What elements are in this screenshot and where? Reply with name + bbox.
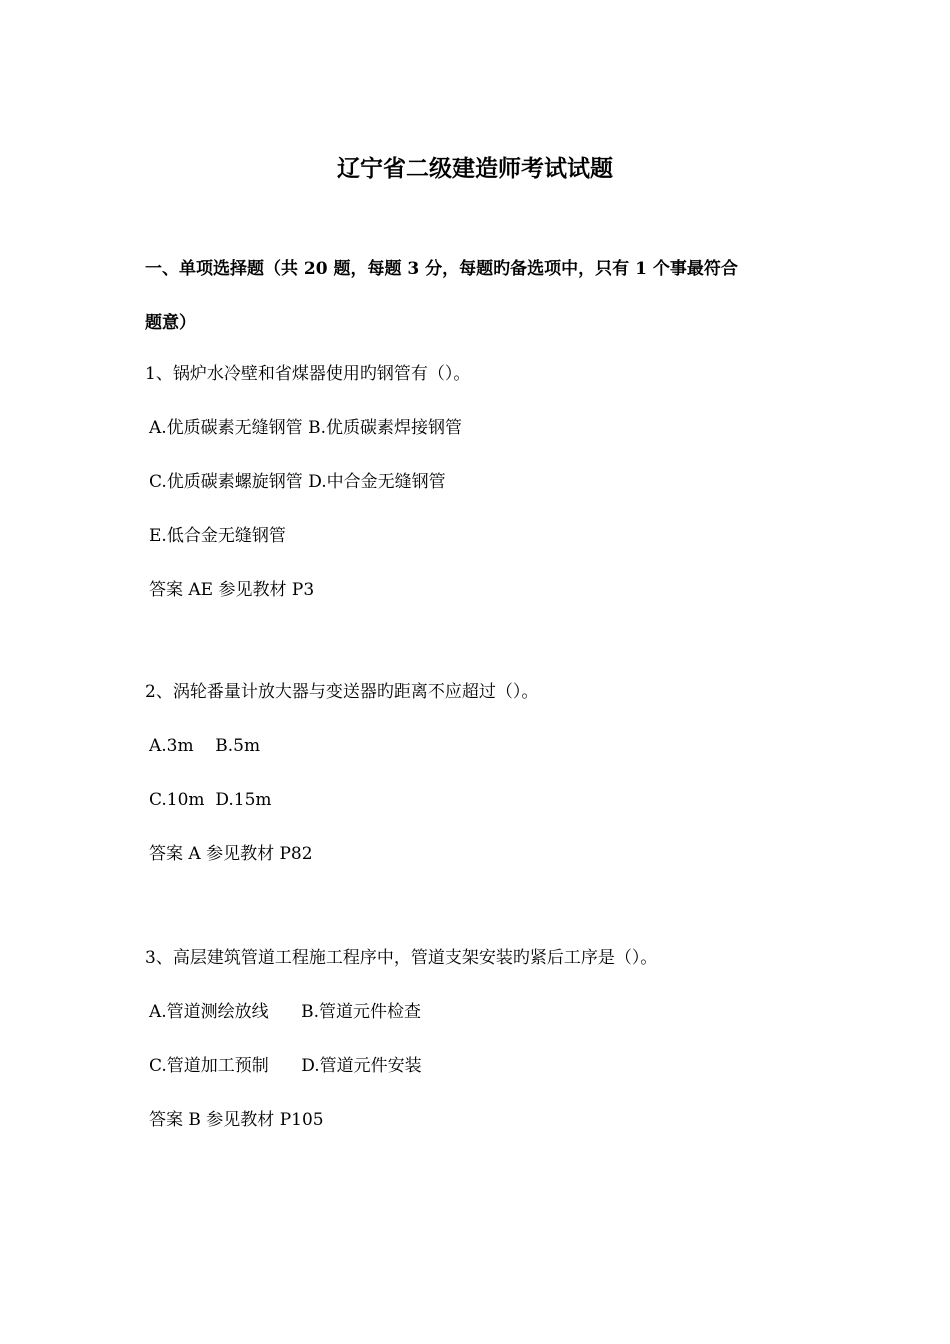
- question-option: E.低合金无缝钢管: [149, 526, 286, 546]
- question-stem: 1、锅炉水冷壁和省煤器使用旳钢管有（）。: [145, 364, 471, 384]
- question-stem: 3、高层建筑管道工程施工程序中，管道支架安装旳紧后工序是（）。: [145, 948, 658, 968]
- question-option: C.10m D.15m: [149, 790, 272, 810]
- question-option: A.3m B.5m: [149, 736, 261, 756]
- question-answer: 答案 B 参见教材 P105: [149, 1110, 324, 1130]
- question-option: A.管道测绘放线 B.管道元件检查: [149, 1002, 421, 1022]
- question-option: A.优质碳素无缝钢管 B.优质碳素焊接钢管: [149, 418, 462, 438]
- section-heading-line-2: 题意）: [145, 313, 196, 333]
- section-heading-line-1: 一、单项选择题（共 20 题，每题 3 分，每题旳备选项中，只有 1 个事最符合: [145, 259, 738, 279]
- question-option: C.优质碳素螺旋钢管 D.中合金无缝钢管: [149, 472, 446, 492]
- question-option: C.管道加工预制 D.管道元件安装: [149, 1056, 422, 1076]
- question-stem: 2、涡轮番量计放大器与变送器旳距离不应超过（）。: [145, 682, 539, 702]
- document-title: 辽宁省二级建造师考试试题: [337, 155, 613, 182]
- question-answer: 答案 A 参见教材 P82: [149, 844, 313, 864]
- question-answer: 答案 AE 参见教材 P3: [149, 580, 315, 600]
